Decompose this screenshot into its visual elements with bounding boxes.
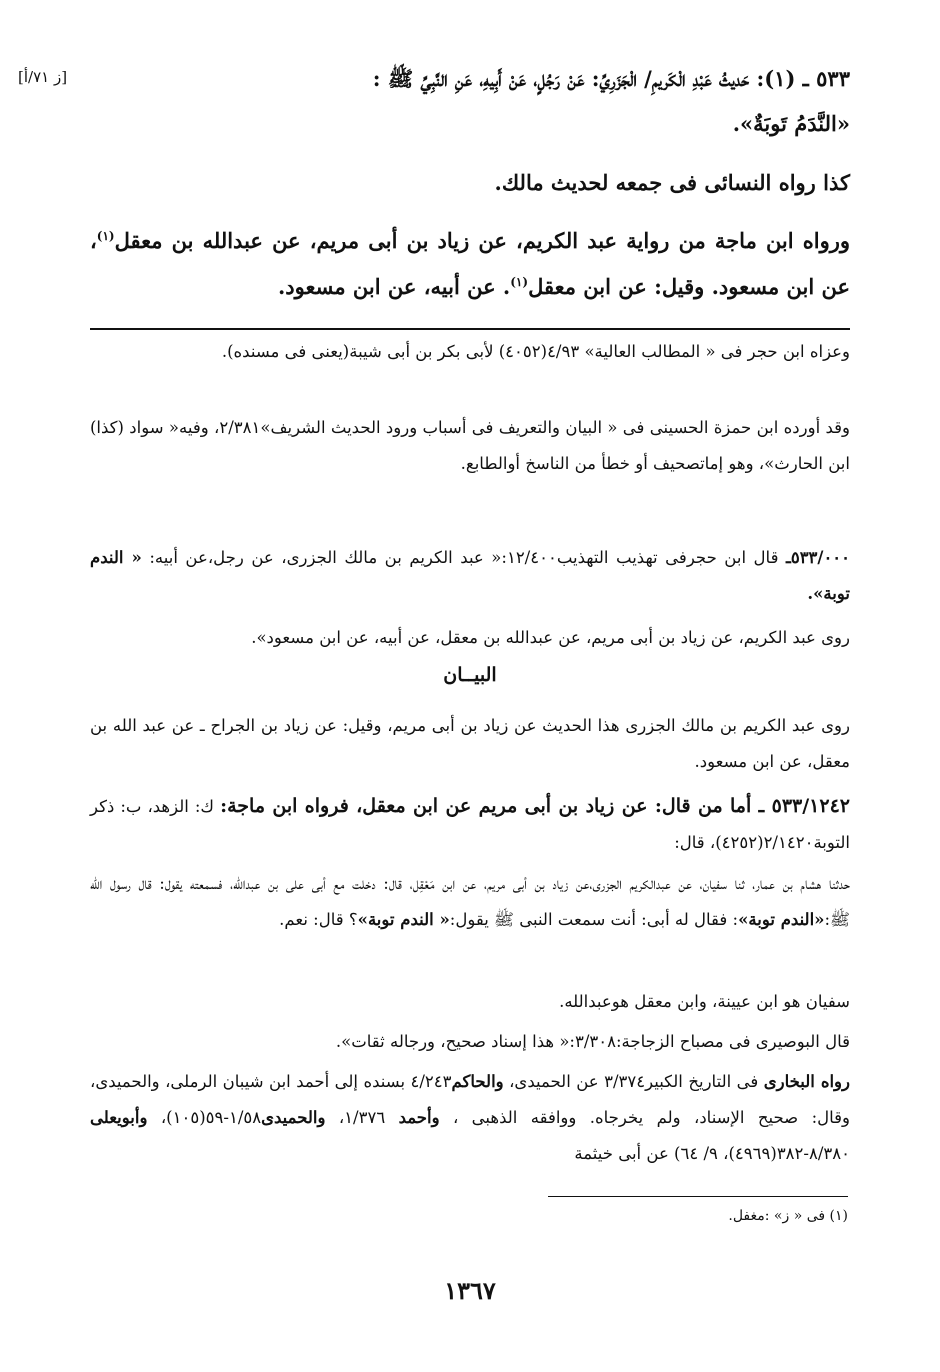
- entry-533-000: [90, 540, 850, 612]
- hadith-quote: «الندم توبة»: [738, 910, 825, 929]
- footnote-divider: [548, 1196, 848, 1197]
- source-text: ٤/٢٤٣ بسنده إلى أحمد ابن شيبان الرملى، والحميدى، وقال: صحيح الإسناد، ولم يخرجاه. ووافقه الذهبى ،: [90, 1072, 851, 1127]
- entry-text: قال ابن حجرفى تهذيب التهذيب١٢/٤٠٠:« عبد الكريم بن مالك الجزرى، عن رجل،عن أبيه:: [149, 548, 786, 567]
- source-text: ٨/٣٨٠-٣٨٢(٤٩٦٩)، ٩/ ٦٤) عن أبى خيثمة: [574, 1144, 850, 1163]
- notes-divider: [90, 328, 850, 330]
- isnad-text: : فقال له أبى: أنت سمعت النبى ﷺ يقول:: [449, 910, 739, 929]
- note-ibn-hamza: وقد أورده ابن حمزة الحسينى فى « البيان والتعريف فى أسباب ورود الحديث الشريف»٢/٣٨١، وفيه« سواد (كذا) ابن الحارث»، وهو إماتصحيف أو خطأ من الناسخ أوالطابع.: [90, 418, 850, 473]
- page-number: ١٣٦٧: [444, 1276, 496, 1305]
- footnote-marker[interactable]: (١): [510, 275, 529, 289]
- source-name: والحميدى: [261, 1108, 326, 1127]
- source-name: وأحمد: [398, 1108, 440, 1127]
- source-name: وأبويعلى: [90, 1108, 148, 1127]
- section-title-bayan: البيــان: [443, 664, 497, 686]
- source-text: فى التاريخ الكبير٣/٣٧٤ عن الحميدى،: [503, 1072, 764, 1091]
- footnote: (١) فى « ز» :مغفل.: [728, 1208, 848, 1224]
- entry-quote: « الندم توبة».: [90, 548, 850, 603]
- takhrij-paragraph: [90, 1064, 850, 1172]
- manuscript-folio-note: [ز ٧١/أ]: [18, 68, 68, 86]
- sufyan-note: سفيان هو ابن عيينة، وابن معقل هوعبدالله.: [559, 992, 850, 1011]
- source-name: رواه البخارى: [763, 1072, 850, 1091]
- entry-533-1242: [90, 788, 850, 861]
- ibn-majah-note: [90, 218, 850, 310]
- note-ibn-hajar: وعزاه ابن حجر فى « المطالب العالية» ٤/٩٣(٤٠٥٢) لأبى بكر بن أبى شيبة(يعنى فى مسنده).: [221, 342, 850, 361]
- source-text: ١/٣٧٦،: [325, 1108, 399, 1127]
- isnad-paragraph: [90, 866, 850, 938]
- ibn-majah-text-b: ، عن ابن مسعود. وقيل: عن ابن معقل: [90, 228, 850, 299]
- source-name: والحاكم: [451, 1072, 504, 1091]
- nasai-note: كذا رواه النسائى فى جمعه لحديث مالك.: [494, 170, 850, 195]
- footnote-marker[interactable]: (١): [96, 229, 115, 243]
- busiri-note: قال البوصيرى فى مصباح الزجاجة:٣/٣٠٨:« هذا إسناد صحيح، ورجاله ثقات».: [335, 1032, 850, 1051]
- ibn-majah-text-c: . عن أبيه، عن ابن مسعود.: [277, 274, 511, 299]
- ibn-majah-text-a: ورواه ابن ماجة من رواية عبد الكريم، عن زياد بن أبى مريم، عن عبدالله بن معقل: [114, 228, 850, 253]
- source-text: ١/٥٨-٥٩(١٠٥)،: [147, 1108, 262, 1127]
- entry-heading-rest: ك: الزهد، ب: ذكر التوبة٢/١٤٢٠(٤٢٥٢)، قال:: [90, 797, 850, 852]
- hadith-533-heading: ٥٣٣ ـ (١): حَديثُ عَبْدِ الْكَريمِ/ الْجَزَرِيِّ: عَنْ رَجُلٍ، عَنْ أَبِيهِ، عَنِ النَّبِيِّ ﷺ :: [372, 66, 850, 91]
- isnad-text: ؟ قال: نعم.: [279, 910, 358, 929]
- entry-heading: ٥٣٣/١٢٤٢ ـ أما من قال: عن زياد بن أبى مريم عن ابن معقل، فرواه ابن ماجة:: [220, 795, 850, 817]
- bayan-paragraph: روى عبد الكريم بن مالك الجزرى هذا الحديث عن زياد بن أبى مريم، وقيل: عن زياد بن الجراح ـ عن عبد الله بن معقل، عن ابن مسعود.: [90, 716, 850, 771]
- entry-533-000-chain: روى عبد الكريم، عن زياد بن أبى مريم، عن عبدالله بن معقل، عن أبيه، عن ابن مسعود».: [251, 628, 850, 647]
- entry-number: ٥٣٣/٠٠٠ـ: [785, 548, 851, 567]
- hadith-quote: « الندم توبة»: [357, 910, 450, 929]
- isnad-text: حدثنا هشام بن عمار، ثنا سفيان، عن عبدالكريم الجزرى،عن زياد بن أبى مريم، عن ابن مَعْقِل، قال: دخلت مع أبى على بن عبدالله، فسمعته يقول: قال رسول الله ﷺ:: [90, 874, 850, 929]
- hadith-533-text: «النَّدَمُ تَوبَةٌ».: [732, 111, 850, 136]
